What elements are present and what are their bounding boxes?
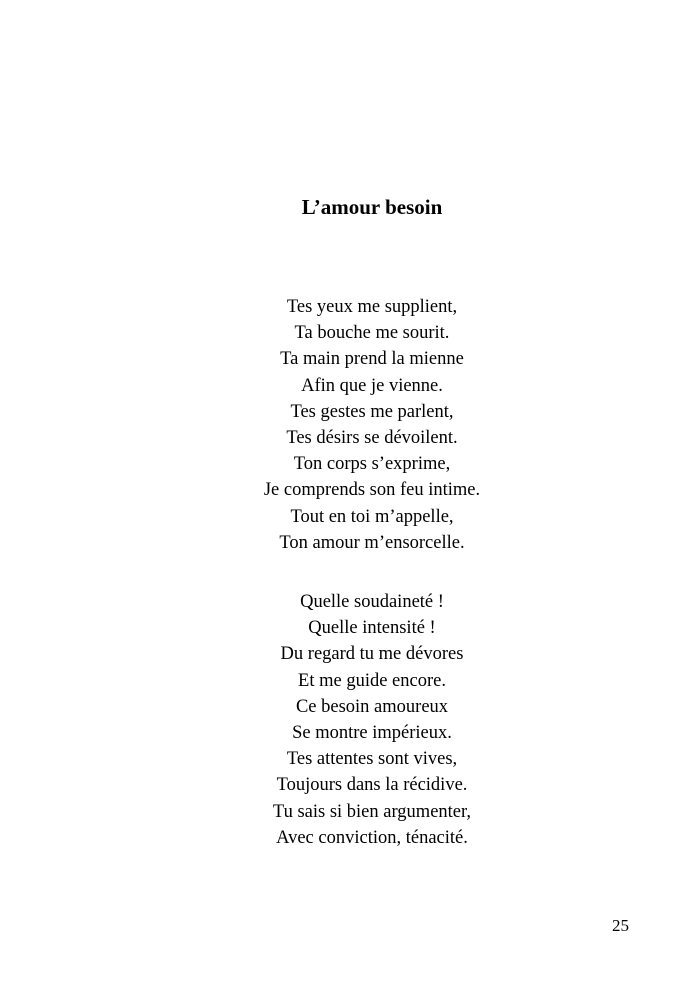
verse-line: Tes yeux me supplient,	[286, 297, 458, 317]
verse-line: Tes gestes me parlent,	[290, 401, 454, 422]
verse-line: Tout en toi m’appelle,	[290, 506, 454, 527]
verse-line: Ta main prend la mienne	[280, 349, 464, 370]
verse-line: Ta bouche me sourit.	[294, 323, 450, 344]
stanza-1	[0, 294, 700, 556]
verse-line: Afin que je vienne.	[301, 375, 443, 396]
verse-line: Tu sais si bien argumenter,	[272, 801, 472, 822]
poem-title: L’amour besoin	[301, 195, 443, 219]
stanza-2	[0, 589, 700, 851]
verse-line: Quelle intensité !	[308, 618, 436, 639]
page-number: 25	[612, 916, 629, 935]
verse-line: Avec conviction, ténacité.	[276, 827, 468, 848]
verse-line: Ton amour m’ensorcelle.	[279, 532, 465, 553]
verse-line: Se montre impérieux.	[292, 722, 452, 743]
verse-line: Et me guide encore.	[298, 670, 446, 691]
verse-line: Ton corps s’exprime,	[293, 454, 451, 475]
verse-line: Toujours dans la récidive.	[276, 775, 468, 796]
verse-line: Du regard tu me dévores	[280, 644, 464, 665]
verse-line: Quelle soudaineté !	[300, 592, 444, 612]
verse-line: Tes désirs se dévoilent.	[286, 427, 458, 448]
verse-line: Tes attentes sont vives,	[286, 749, 458, 770]
verse-line: Ce besoin amoureux	[295, 696, 449, 717]
verse-line: Je comprends son feu intime.	[263, 480, 481, 501]
